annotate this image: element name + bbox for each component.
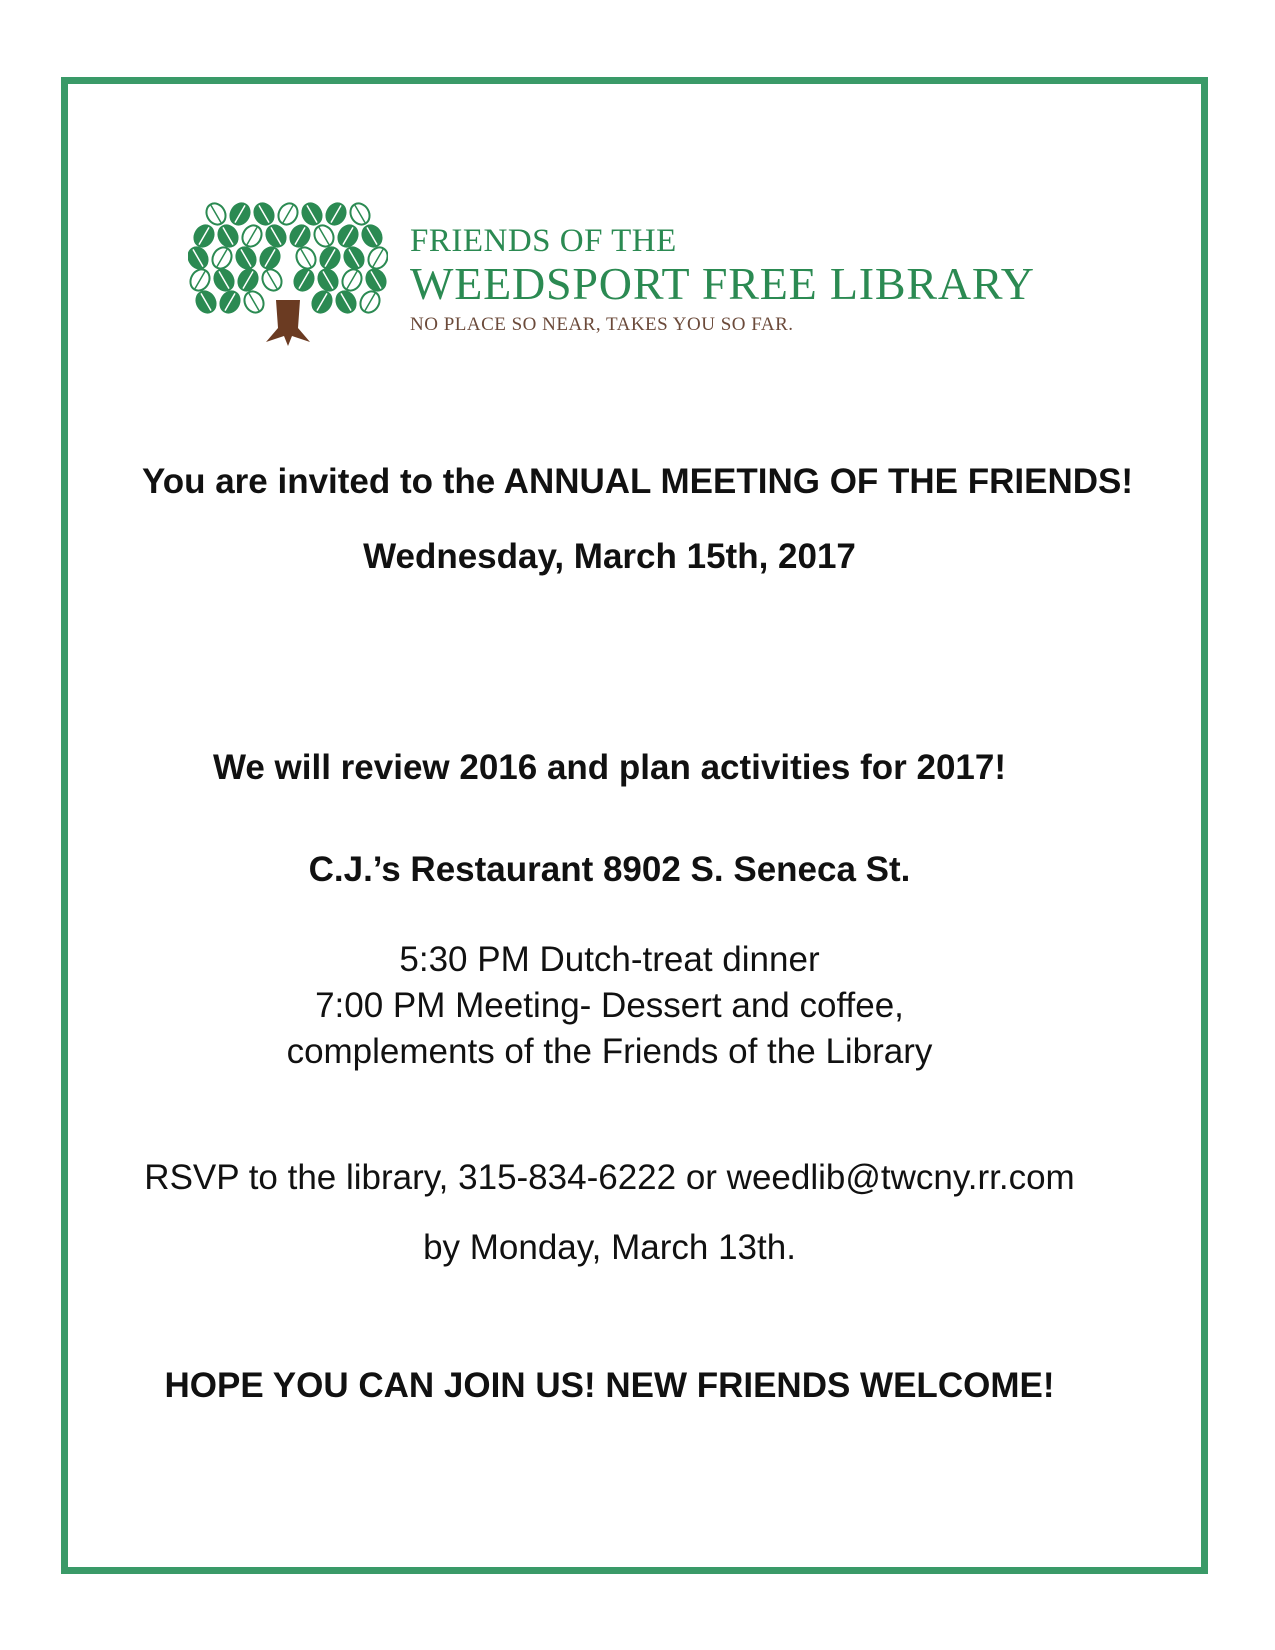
leaf (293, 244, 320, 272)
tree-icon (188, 200, 388, 350)
leaf (365, 244, 388, 272)
leaf (241, 288, 268, 316)
leaf (309, 288, 336, 316)
leaf (275, 200, 302, 228)
leaf (235, 266, 262, 294)
leaf (188, 244, 211, 272)
leaf (193, 288, 220, 316)
leaf (239, 222, 266, 250)
leaf (257, 244, 284, 272)
leaf (333, 288, 360, 316)
venue-text: C.J.’s Restaurant 8902 S. Seneca St. (308, 850, 911, 889)
leaf (259, 266, 286, 294)
leaf (299, 200, 326, 228)
leaf (317, 244, 344, 272)
leaf (357, 288, 384, 316)
tree-trunk (266, 300, 310, 346)
schedule-line-dinner: 5:30 PM Dutch-treat dinner (399, 940, 820, 979)
logo-text (410, 222, 1035, 338)
leaf (211, 266, 238, 294)
logo-line-1: FRIENDS OF THE (410, 223, 677, 259)
leaf (291, 266, 318, 294)
leaf (347, 200, 374, 228)
leaf (215, 222, 242, 250)
leaf (363, 266, 388, 294)
leaf-shape (188, 244, 211, 272)
leaf (287, 222, 314, 250)
review-text: We will review 2016 and plan activities for 2017! (212, 748, 1007, 787)
rsvp-text: RSVP to the library, 315-834-6222 or weedlib@twcny.rr.com (144, 1158, 1075, 1197)
leaf (341, 244, 368, 272)
leaf (203, 200, 230, 228)
leaf (233, 244, 260, 272)
meeting-date: Wednesday, March 15th, 2017 (363, 537, 856, 576)
leaf (311, 222, 338, 250)
logo-line-2: WEEDSPORT FREE LIBRARY (410, 258, 1035, 309)
leaf-shape (365, 244, 388, 272)
closing-text: HOPE YOU CAN JOIN US! NEW FRIENDS WELCOME! (164, 1366, 1055, 1405)
schedule-line-complements: complements of the Friends of the Library (286, 1032, 933, 1071)
leaf (227, 200, 254, 228)
schedule-line-meeting: 7:00 PM Meeting- Dessert and coffee, (315, 986, 904, 1025)
leaf (339, 266, 366, 294)
leaf (209, 244, 236, 272)
invitation-headline: You are invited to the ANNUAL MEETING OF THE FRIENDS! (141, 462, 1134, 501)
rsvp-deadline: by Monday, March 13th. (423, 1228, 796, 1267)
leaf (251, 200, 278, 228)
leaf (188, 266, 213, 294)
library-logo (188, 200, 1068, 370)
leaf (323, 200, 350, 228)
logo-tagline: NO PLACE SO NEAR, TAKES YOU SO FAR. (410, 314, 794, 335)
leaf (335, 222, 362, 250)
leaf (359, 222, 386, 250)
leaf (191, 222, 218, 250)
leaf (217, 288, 244, 316)
leaf (263, 222, 290, 250)
leaf (315, 266, 342, 294)
